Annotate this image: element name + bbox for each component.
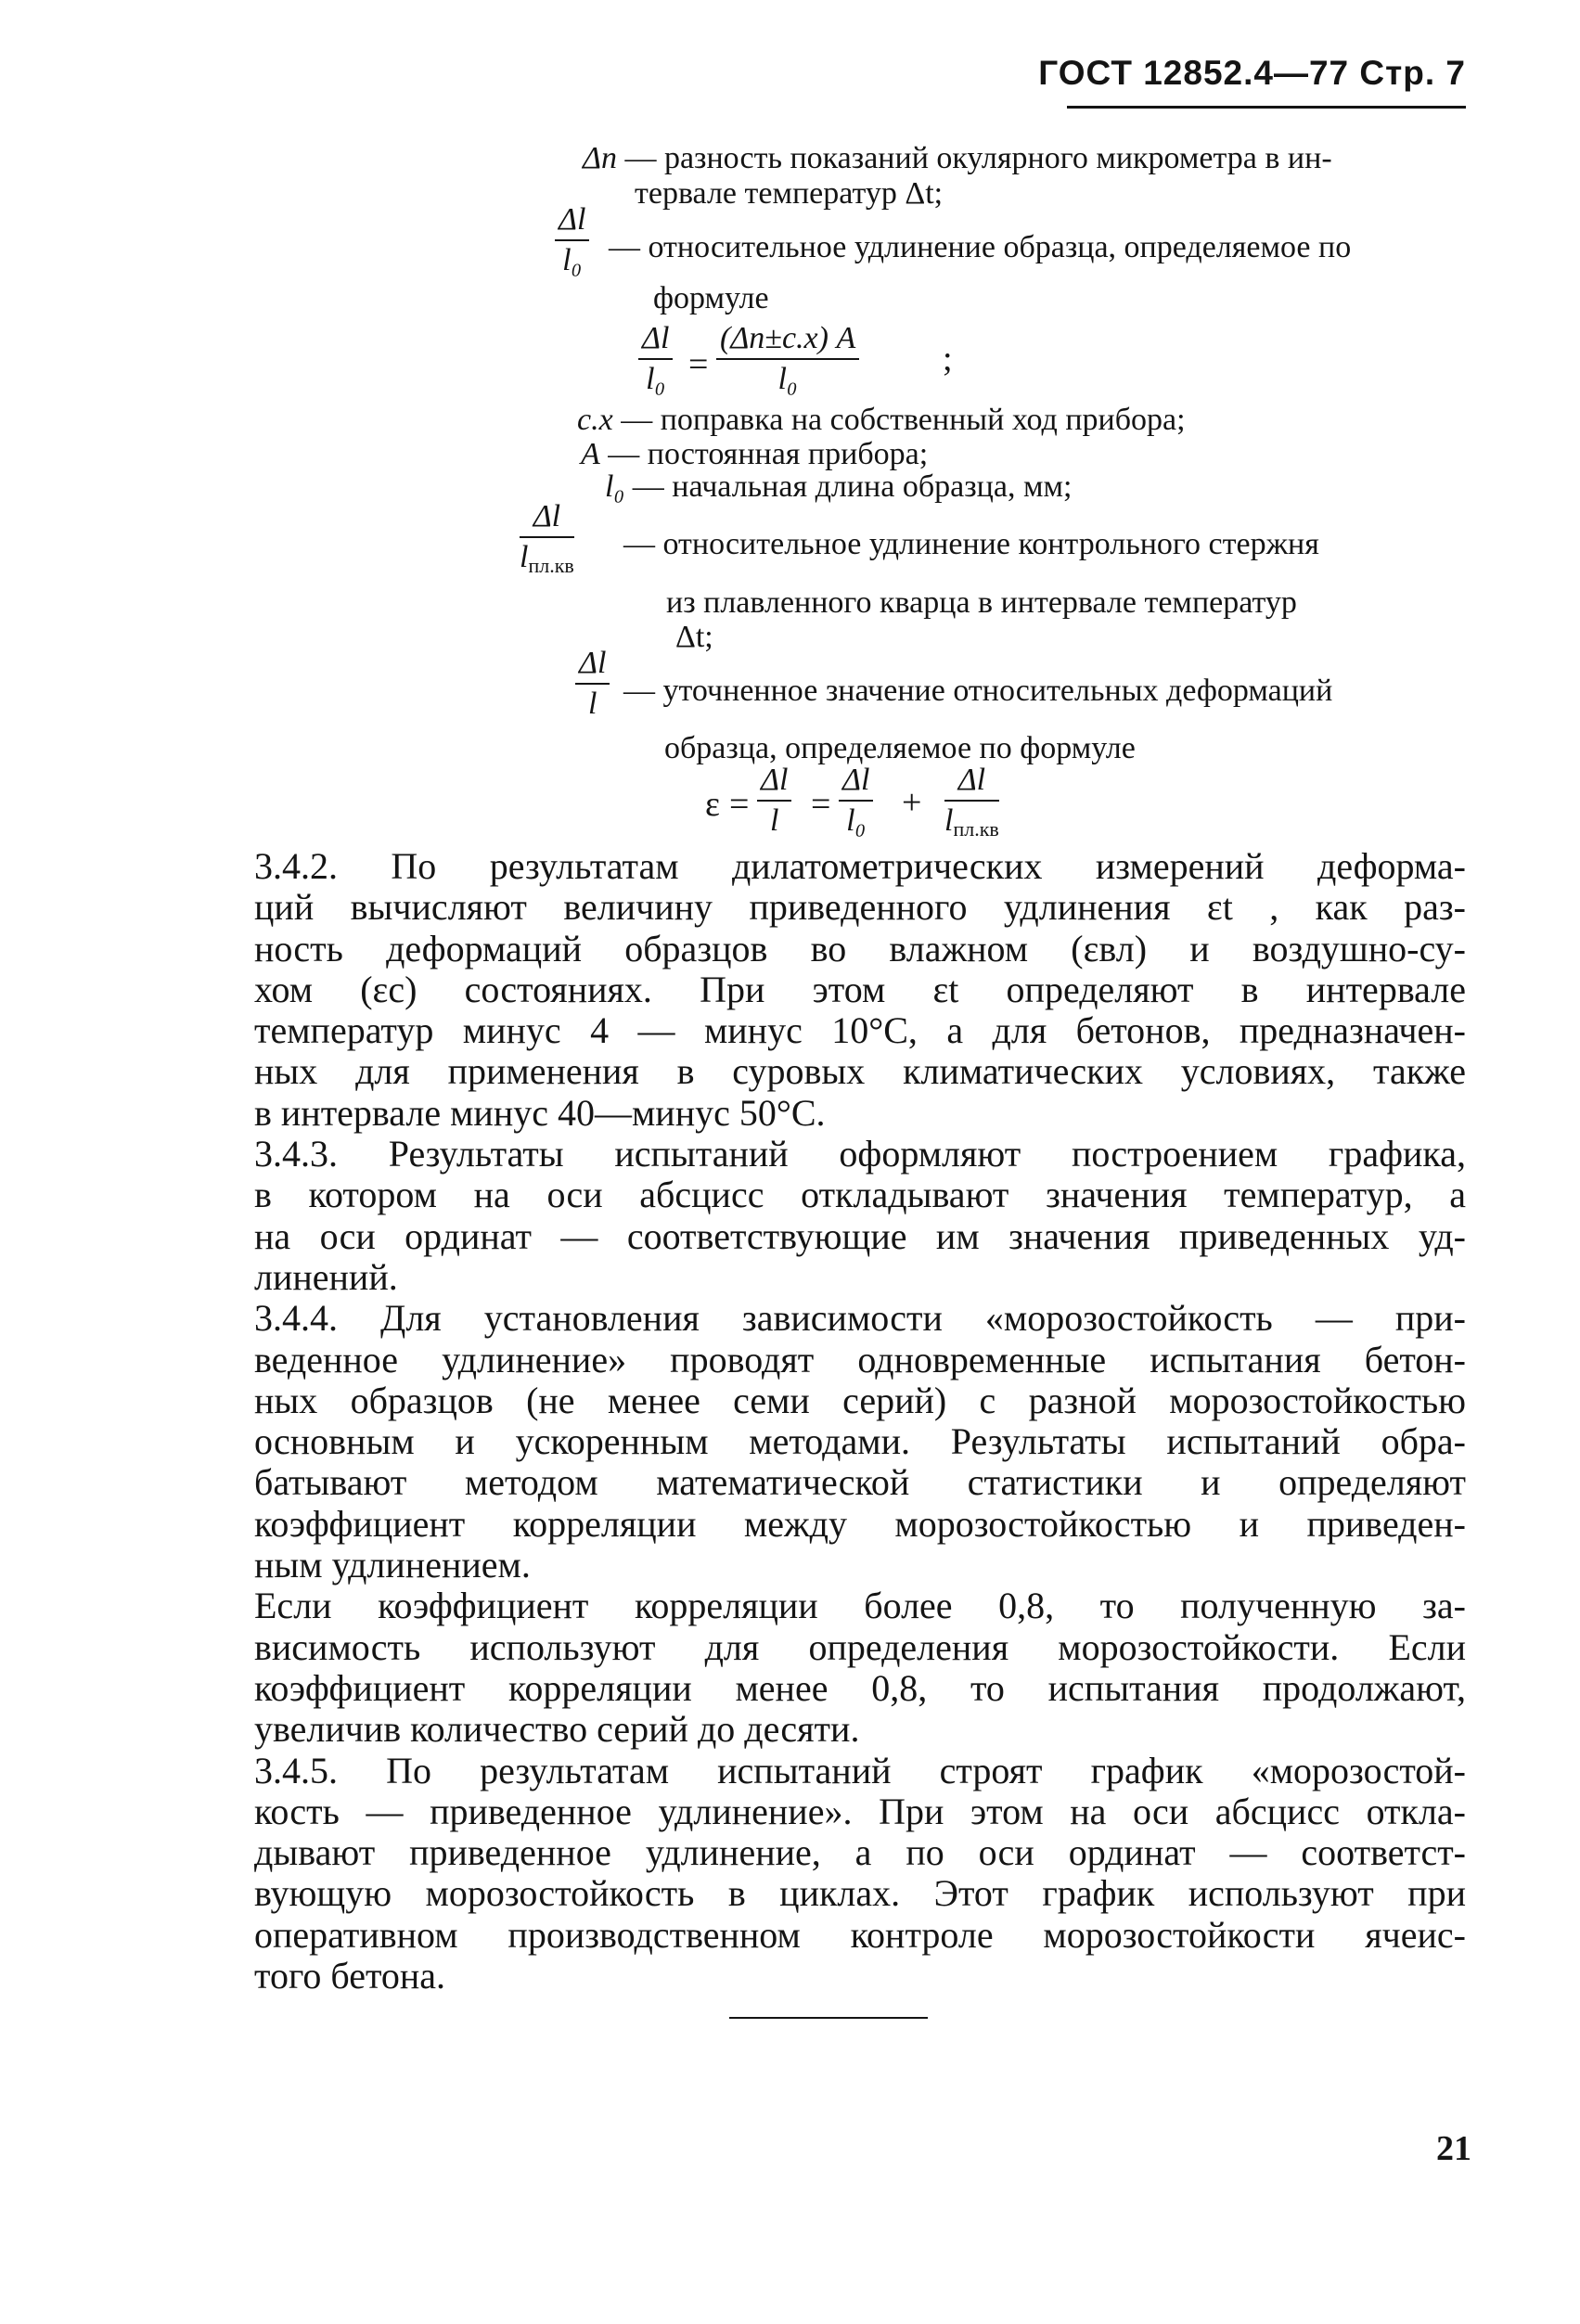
text-line: 3.4.5. По результатам испытаний строят график «морозостой- [254,1749,1466,1791]
text-line: того бетона. [254,1955,446,1997]
text-line: батывают методом математической статистики и определяют [254,1461,1466,1504]
page-number: 21 [1436,2129,1471,2168]
page-header [1038,54,1466,109]
def-cx-text: — поправка на собственный ход прибора; [621,403,1186,437]
text-line: основным и ускоренным методами. Результаты испытаний обра- [254,1420,1466,1463]
formula2-fraction2 [839,764,873,837]
text-line: оперативном производственном контроле морозостойкости ячеис- [254,1913,1466,1956]
formula2-fraction3 [944,764,999,840]
text-line: в котором на оси абсцисс откладывают значения температур, а [254,1174,1466,1216]
fraction-numerator: Δl [555,204,589,241]
def-l0-symbol: l₀ [605,469,625,504]
fraction-numerator: Δl [757,764,791,802]
end-rule [729,2017,928,2019]
text-line: дывают приведенное удлинение, а по оси ординат — соответст- [254,1831,1466,1874]
fraction-subscript: пл.кв [528,554,574,577]
fraction-numerator: (Δn±c.x) A [716,323,859,360]
formula2-plus: + [902,783,922,822]
def-dn-line1 [583,143,1332,174]
text-line: Если коэффициент корреляции более 0,8, то полученную за- [254,1585,1466,1627]
formula2-fraction1 [757,764,791,837]
def-refined-fraction [575,648,610,720]
def-a-symbol: A [581,437,600,471]
def-refined-text2: образца, определяемое по формуле [664,731,1136,765]
fraction-denominator: $l_{пл.кв}$ [944,803,999,841]
formula1-lhs-fraction [638,323,673,395]
text-line: 3.4.4. Для установления зависимости «морозостойкость — при- [254,1297,1466,1340]
fraction-denominator: l [769,803,779,838]
text-line: ность деформаций образцов во влажном (εвл) и воздушно-су- [254,927,1466,969]
def-dn-text1: — разность показаний окулярного микрометра в ин- [624,141,1332,175]
paragraph-correlation [193,1586,1466,1750]
def-rel-elong-text2: формуле [653,281,769,315]
formula1-rhs-fraction [716,323,859,395]
paragraph-3-4-3 [193,1134,1466,1298]
formula2-equals2: = [811,785,831,824]
text-line: 3.4.2. По результатам дилатометрических измерений деформа- [254,845,1466,887]
fraction-denominator: l [587,687,597,721]
def-quartz-fraction [520,501,574,576]
paragraph-3-4-2 [193,846,1466,1134]
text-line: температур минус 4 — минус 10°С, а для бетонов, предназначен- [254,1009,1466,1052]
text-line: коэффициент корреляции между морозостойкостью и приведен- [254,1502,1466,1545]
def-cx-line [577,404,1186,436]
def-quartz-text1: — относительное удлинение контрольного стержня [623,527,1319,561]
formula1-semicolon: ; [943,340,953,379]
text-line: на оси ординат — соответствующие им значения приведенных уд- [254,1214,1466,1257]
text-line: веденное удлинение» проводят одновременные испытания бетон- [254,1338,1466,1380]
text-line: линений. [254,1255,398,1298]
text-line: ций вычисляют величину приведенного удлинения εt , как раз- [254,886,1466,929]
fraction-numerator: Δl [638,323,673,360]
text-line: ных образцов (не менее семи серий) с разной морозостойкостью [254,1379,1466,1421]
def-dn-symbol: Δn [583,141,617,175]
text-line: 3.4.3. Результаты испытаний оформляют построением графика, [254,1133,1466,1175]
def-quartz-text3: Δt; [675,620,713,654]
def-l0-text: — начальная длина образца, мм; [632,469,1073,504]
text-line: вующую морозостойкость в циклах. Этот график используют при [254,1872,1466,1915]
def-a-text: — постоянная прибора; [608,437,929,471]
def-dn-line2: тервале температур Δt; [635,176,944,211]
header-title: ГОСТ 12852.4—77 Стр. 7 [1038,54,1466,92]
fraction-numerator: Δl [944,764,999,802]
text-line: в интервале минус 40—минус 50°С. [254,1091,826,1134]
fraction-denominator: l₀ [646,362,666,396]
def-a-line [581,439,928,470]
fraction-numerator: Δl [839,764,873,802]
def-refined-text1: — уточненное значение относительных деформаций [623,674,1333,708]
def-quartz-text2: из плавленного кварца в интервале температур [666,585,1297,620]
fraction-numerator: Δl [575,648,610,685]
formula2-equals1: = [729,785,750,824]
formula1-equals: = [688,345,709,384]
fraction-denominator: l₀ [777,362,798,396]
text-line: кость — приведенное удлинение». При этом на оси абсцисс откла- [254,1790,1466,1832]
def-cx-symbol: c.x [577,403,613,437]
body-text [193,846,1466,1997]
def-rel-elong-fraction [555,204,589,276]
fraction-denominator: $l_{пл.кв}$ [520,540,574,577]
paragraph-3-4-5 [193,1751,1466,1997]
paragraph-3-4-4 [193,1298,1466,1586]
fraction-numerator: Δl [520,501,574,538]
fraction-denominator: l₀ [562,243,583,277]
def-l0-line [605,471,1072,503]
text-line: коэффициент корреляции менее 0,8, то испытания продолжают, [254,1666,1466,1709]
text-line: увеличив количество серий до десяти. [254,1708,860,1751]
fraction-subscript: пл.кв [953,817,999,841]
text-line: ных для применения в суровых климатических условиях, также [254,1050,1466,1093]
text-line: ным удлинением. [254,1544,531,1586]
def-rel-elong-text1: — относительное удлинение образца, определяемое по [609,230,1352,264]
formula2-epsilon: ε [705,785,720,824]
fraction-denominator: l₀ [846,803,867,838]
text-line: висимость используют для определения морозостойкости. Если [254,1625,1466,1668]
text-line: хом (εс) состояниях. При этом εt определяют в интервале [254,968,1466,1010]
